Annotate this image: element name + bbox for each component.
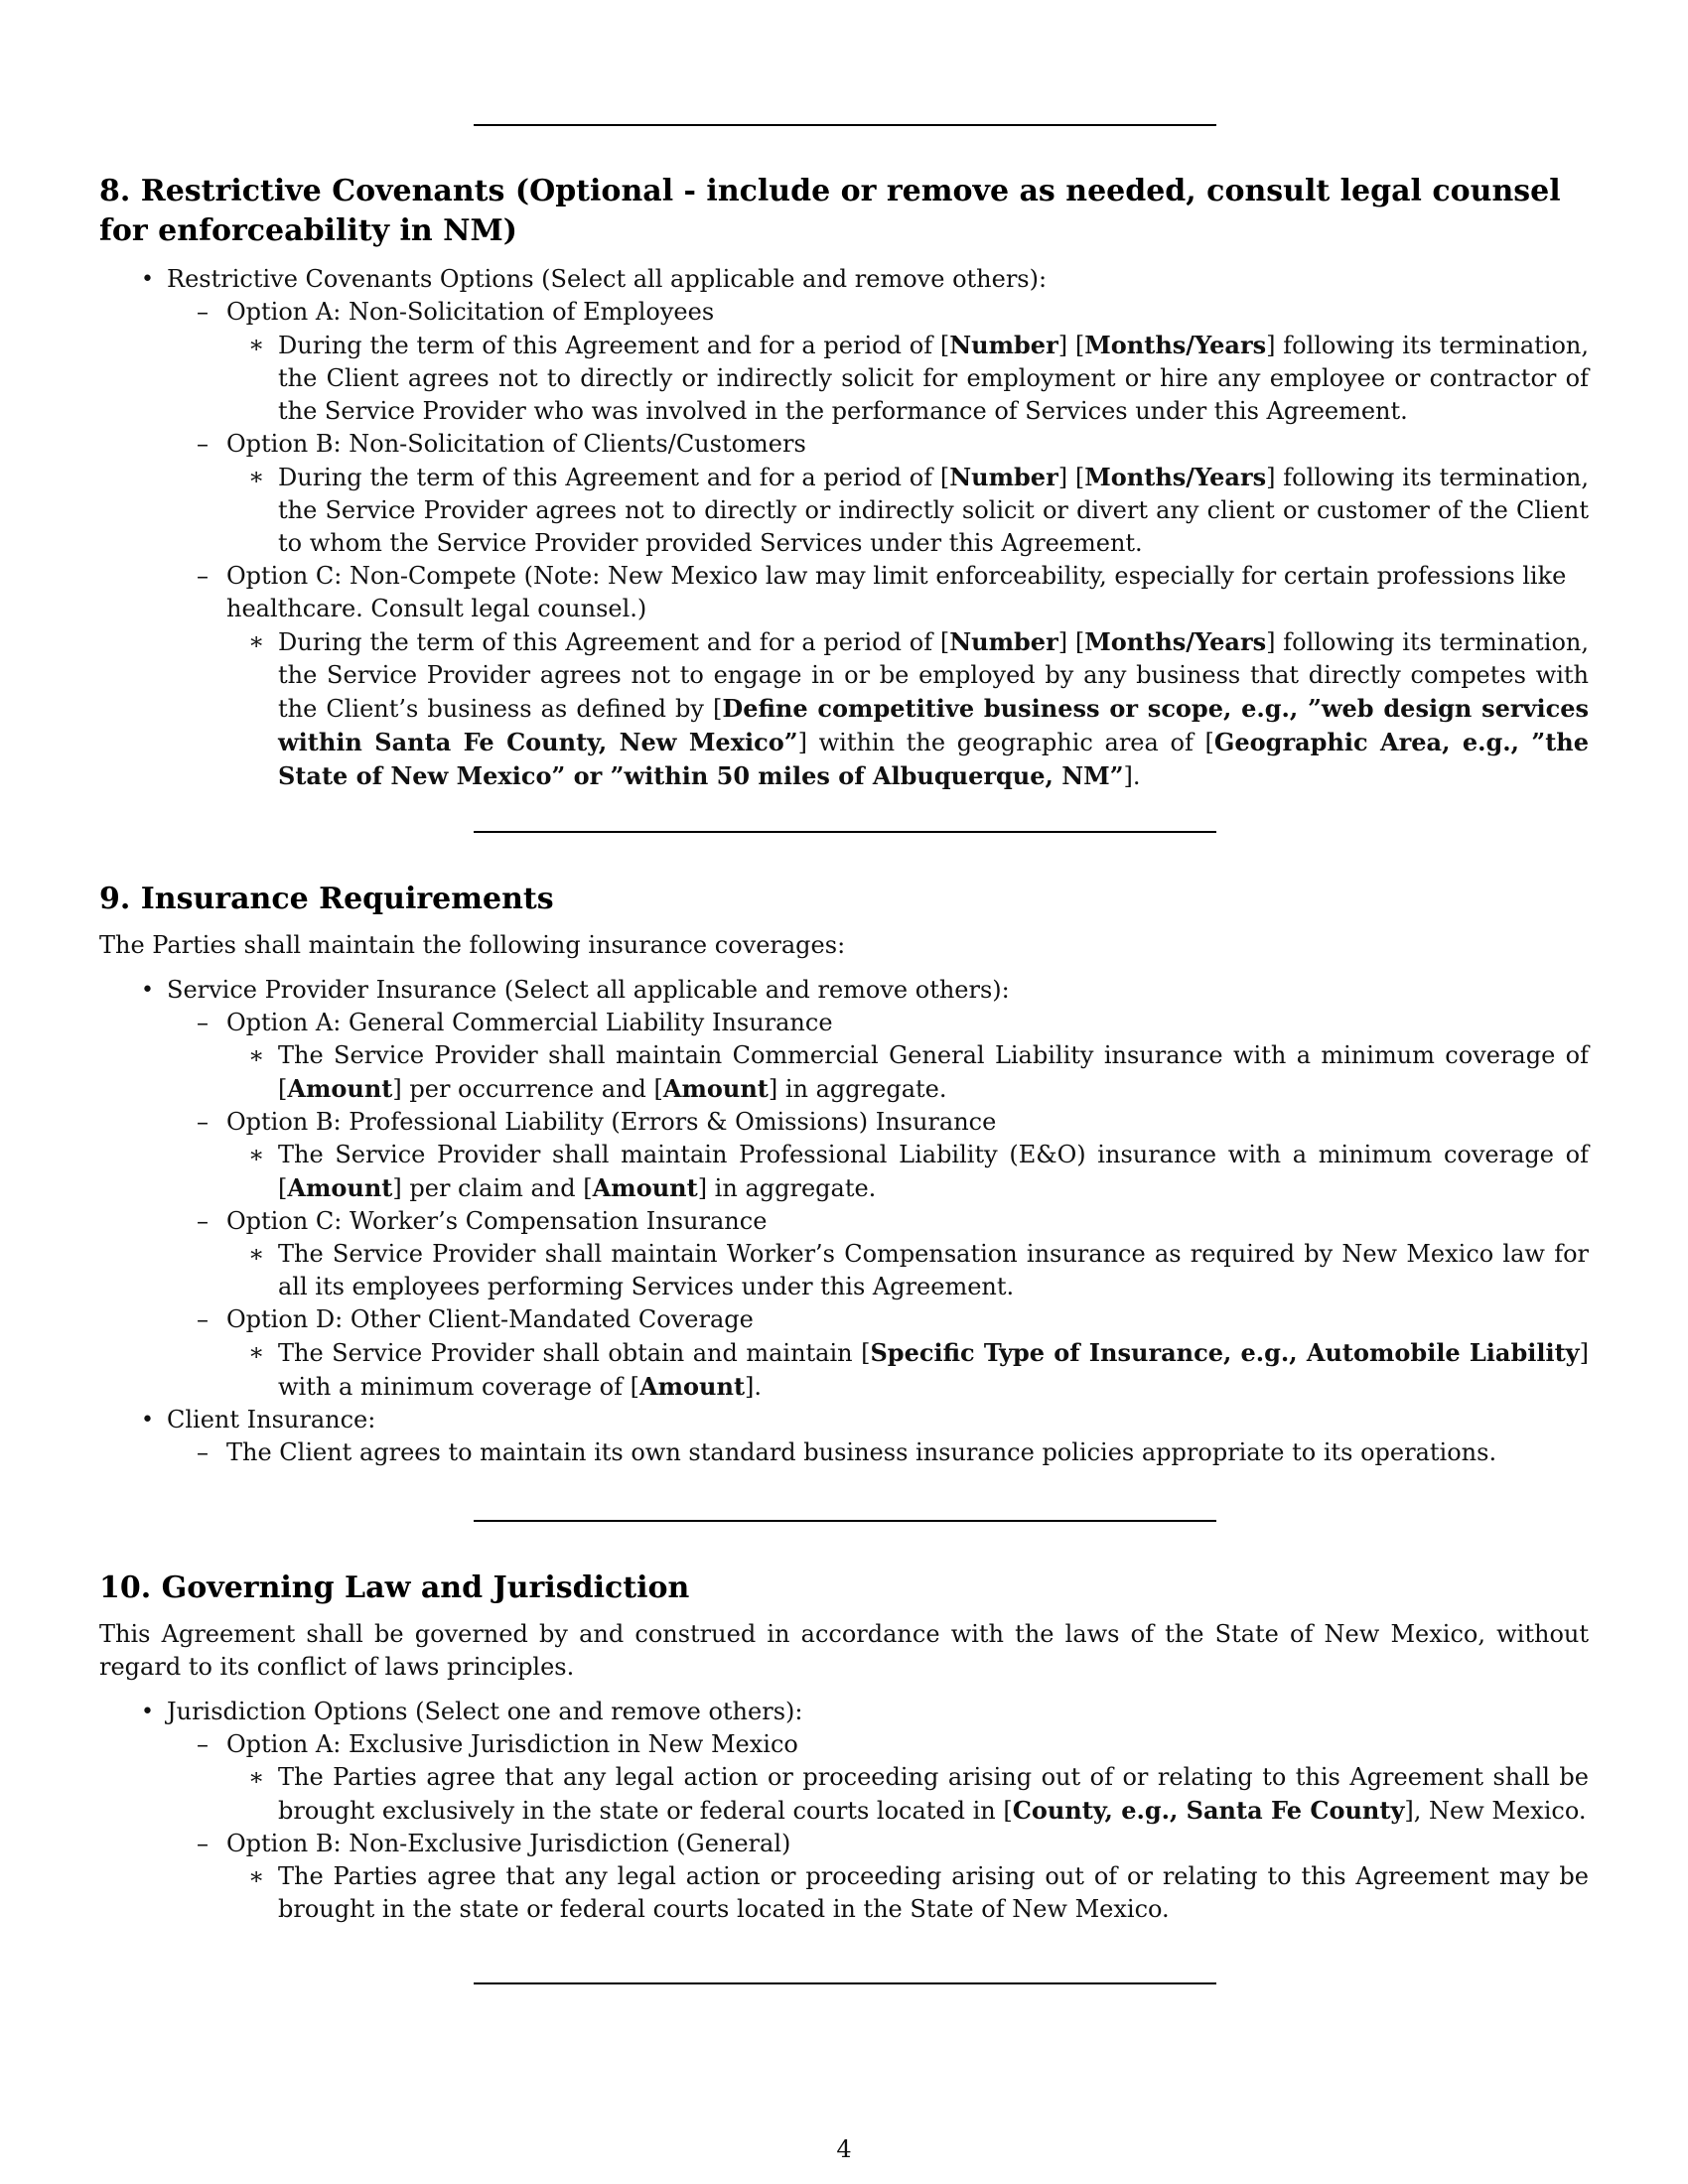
list-item: – Option B: Professional Liability (Errors & Omissions) Insurance ∗ The Service Provider shall maintain Professional Liability (E&O) insurance with a minimum coverage of [Amount] per claim and [Amount] in aggregate. xyxy=(226,1106,1589,1205)
asterisk-icon: ∗ xyxy=(248,1862,265,1890)
list-item: • Restrictive Covenants Options (Select all applicable and remove others): – Option A: Non-Solicitation of Employees ∗ During the term of this Agreement and for a period of [Number] [Months/Years] following its termination, the Client agrees not to directly or indirectly solicit for employment or hire any employee or contractor of the Service Provider who was involved in the performance of Services under this Agreement. – Option B: Non-Solicitation of Clients/Customers ∗ During the term of this Agreement and for a period of [Number] [Months/Years] following its termination, the Service Provider agrees not to directly or indirectly solicit or divert any client or customer of the Client to whom the Service Provider provided Services under this Agreement. – Option C: Non-Compete (Note: New Mexico law may limit enforceability, especially for certain professions like healthcare. Consult legal counsel.) ∗ During the term of this Agreement and for a period of [Number] [Months/Years] following its termination, the Service Provider agrees not to engage in or be employed by any business that directly competes with the Client’s business as defined by [Define competitive business or scope, e.g., ”web design services within Santa Fe County, New Mexico”] within the geographic area of [Geographic Area, e.g., ”the State of New Mexico” or ”within 50 miles of Albuquerque, NM”]. xyxy=(167,263,1589,793)
asterisk-icon: ∗ xyxy=(248,627,265,655)
dash-icon: – xyxy=(197,430,209,458)
asterisk-icon: ∗ xyxy=(248,1338,265,1366)
section-10-intro: This Agreement shall be governed by and construed in accordance with the laws of the State of New Mexico, without regard to its conflict of laws principles. xyxy=(99,1620,1589,1681)
divider-after-section-10 xyxy=(474,1982,1216,1984)
bullet-icon: • xyxy=(141,1700,154,1724)
asterisk-icon: ∗ xyxy=(248,1141,265,1168)
list-item: ∗ The Parties agree that any legal action or proceeding arising out of or relating to this Agreement shall be brought exclusively in the state or federal courts located in [County, e.g., Santa Fe County], New Mexico. xyxy=(248,1763,1589,1825)
list-item: – Option A: Non-Solicitation of Employees ∗ During the term of this Agreement and for a period of [Number] [Months/Years] following its termination, the Client agrees not to directly or indirectly solicit for employment or hire any employee or contractor of the Service Provider who was involved in the performance of Services under this Agreement. xyxy=(226,296,1589,428)
section-8-restrictive-covenants xyxy=(99,172,1589,793)
list-item: – Option B: Non-Solicitation of Clients/Customers ∗ During the term of this Agreement and for a period of [Number] [Months/Years] following its termination, the Service Provider agrees not to directly or indirectly solicit or divert any client or customer of the Client to whom the Service Provider provided Services under this Agreement. xyxy=(226,428,1589,560)
list-item: ∗ The Service Provider shall maintain Worker’s Compensation insurance as required by New Mexico law for all its employees performing Services under this Agreement. xyxy=(248,1240,1589,1300)
dash-icon: – xyxy=(197,562,209,590)
bullet-icon: • xyxy=(141,1408,154,1433)
asterisk-icon: ∗ xyxy=(248,1041,265,1069)
bullet-icon: • xyxy=(141,267,154,292)
list-item: – Option C: Worker’s Compensation Insurance ∗ The Service Provider shall maintain Worker’s Compensation insurance as required by New Mexico law for all its employees performing Services under this Agreement. xyxy=(226,1205,1589,1303)
section-8-heading: 8. Restrictive Covenants (Optional - include or remove as needed, consult legal counsel for enforceability in NM) xyxy=(99,174,1561,248)
section-9-heading: 9. Insurance Requirements xyxy=(99,882,554,916)
divider-after-section-8 xyxy=(474,831,1216,833)
list-item: ∗ During the term of this Agreement and for a period of [Number] [Months/Years] following its termination, the Service Provider agrees not to engage in or be employed by any business that directly competes with the Client’s business as defined by [Define competitive business or scope, e.g., ”web design services within Santa Fe County, New Mexico”] within the geographic area of [Geographic Area, e.g., ”the State of New Mexico” or ”within 50 miles of Albuquerque, NM”]. xyxy=(248,627,1590,790)
asterisk-icon: ∗ xyxy=(248,463,265,490)
list-item: ∗ During the term of this Agreement and for a period of [Number] [Months/Years] following its termination, the Service Provider agrees not to directly or indirectly solicit or divert any client or customer of the Client to whom the Service Provider provided Services under this Agreement. xyxy=(248,463,1589,557)
list-item: • Jurisdiction Options (Select one and remove others): – Option A: Exclusive Jurisdiction in New Mexico ∗ The Parties agree that any legal action or proceeding arising out of or relating to this Agreement shall be brought exclusively in the state or federal courts located in [County, e.g., Santa Fe County], New Mexico. – Option B: Non-Exclusive Jurisdiction (General) ∗ The Parties agree that any legal action or proceeding arising out of or relating to this Agreement may be brought in the state or federal courts located in the State of New Mexico. xyxy=(167,1696,1589,1926)
list-item: • Client Insurance: – The Client agrees to maintain its own standard business insurance policies appropriate to its operations. xyxy=(167,1404,1589,1469)
dash-icon: – xyxy=(197,1305,209,1333)
dash-icon: – xyxy=(197,298,209,326)
section-10-governing-law xyxy=(99,1569,1589,1926)
section-9-intro: The Parties shall maintain the following insurance coverages: xyxy=(99,931,846,959)
page-number: 4 xyxy=(836,2135,852,2163)
list-item: ∗ The Service Provider shall obtain and maintain [Specific Type of Insurance, e.g., Automobile Liability] with a minimum coverage of [Amount]. xyxy=(248,1338,1589,1401)
section-9-insurance xyxy=(99,880,1589,1469)
asterisk-icon: ∗ xyxy=(248,1763,265,1791)
list-item: – The Client agrees to maintain its own standard business insurance policies appropriate to its operations. xyxy=(226,1436,1589,1469)
dash-icon: – xyxy=(197,1730,209,1758)
list-item: – Option D: Other Client-Mandated Coverage ∗ The Service Provider shall obtain and maintain [Specific Type of Insurance, e.g., Automobile Liability] with a minimum coverage of [Amount]. xyxy=(226,1303,1589,1404)
list-item: – Option A: General Commercial Liability Insurance ∗ The Service Provider shall maintain Commercial General Liability insurance with a minimum coverage of [Amount] per occurrence and [Amount] in aggregate. xyxy=(226,1007,1589,1106)
list-item: – Option A: Exclusive Jurisdiction in New Mexico ∗ The Parties agree that any legal action or proceeding arising out of or relating to this Agreement shall be brought exclusively in the state or federal courts located in [County, e.g., Santa Fe County], New Mexico. xyxy=(226,1728,1589,1828)
asterisk-icon: ∗ xyxy=(248,1240,265,1268)
list-item: – Option B: Non-Exclusive Jurisdiction (General) ∗ The Parties agree that any legal action or proceeding arising out of or relating to this Agreement may be brought in the state or federal courts located in the State of New Mexico. xyxy=(226,1828,1589,1926)
dash-icon: – xyxy=(197,1108,209,1136)
list-item: ∗ The Service Provider shall maintain Commercial General Liability insurance with a minimum coverage of [Amount] per occurrence and [Amount] in aggregate. xyxy=(248,1041,1589,1103)
top-divider xyxy=(474,124,1216,126)
list-item: • Service Provider Insurance (Select all applicable and remove others): – Option A: General Commercial Liability Insurance ∗ The Service Provider shall maintain Commercial General Liability insurance with a minimum coverage of [Amount] per occurrence and [Amount] in aggregate. – Option B: Professional Liability (Errors & Omissions) Insurance ∗ The Service Provider shall maintain Professional Liability (E&O) insurance with a minimum coverage of [Amount] per claim and [Amount] in aggregate. – Option C: Worker’s Compensation Insurance ∗ The Service Provider shall maintain Worker’s Compensation insurance as required by New Mexico law for all its employees performing Services under this Agreement. – Option D: Other Client-Mandated Coverage ∗ The Service Provider shall obtain and maintain [Specific Type of Insurance, e.g., Automobile Liability] with a minimum coverage of [Amount]. xyxy=(167,974,1589,1404)
list-item: ∗ The Parties agree that any legal action or proceeding arising out of or relating to this Agreement may be brought in the state or federal courts located in the State of New Mexico. xyxy=(248,1862,1589,1923)
dash-icon: – xyxy=(197,1830,209,1857)
list-item: ∗ The Service Provider shall maintain Professional Liability (E&O) insurance with a minimum coverage of [Amount] per claim and [Amount] in aggregate. xyxy=(248,1141,1589,1202)
section-10-heading: 10. Governing Law and Jurisdiction xyxy=(99,1570,690,1605)
list-item: – Option C: Non-Compete (Note: New Mexico law may limit enforceability, especially for certain professions like healthcare. Consult legal counsel.) ∗ During the term of this Agreement and for a period of [Number] [Months/Years] following its termination, the Service Provider agrees not to engage in or be employed by any business that directly competes with the Client’s business as defined by [Define competitive business or scope, e.g., ”web design services within Santa Fe County, New Mexico”] within the geographic area of [Geographic Area, e.g., ”the State of New Mexico” or ”within 50 miles of Albuquerque, NM”]. xyxy=(226,560,1589,793)
asterisk-icon: ∗ xyxy=(248,331,265,358)
dash-icon: – xyxy=(197,1207,209,1235)
divider-after-section-9 xyxy=(474,1520,1216,1522)
list-item: ∗ During the term of this Agreement and for a period of [Number] [Months/Years] following its termination, the Client agrees not to directly or indirectly solicit for employment or hire any employee or contractor of the Service Provider who was involved in the performance of Services under this Agreement. xyxy=(248,331,1589,425)
bullet-icon: • xyxy=(141,978,154,1003)
dash-icon: – xyxy=(197,1009,209,1036)
dash-icon: – xyxy=(197,1438,209,1466)
